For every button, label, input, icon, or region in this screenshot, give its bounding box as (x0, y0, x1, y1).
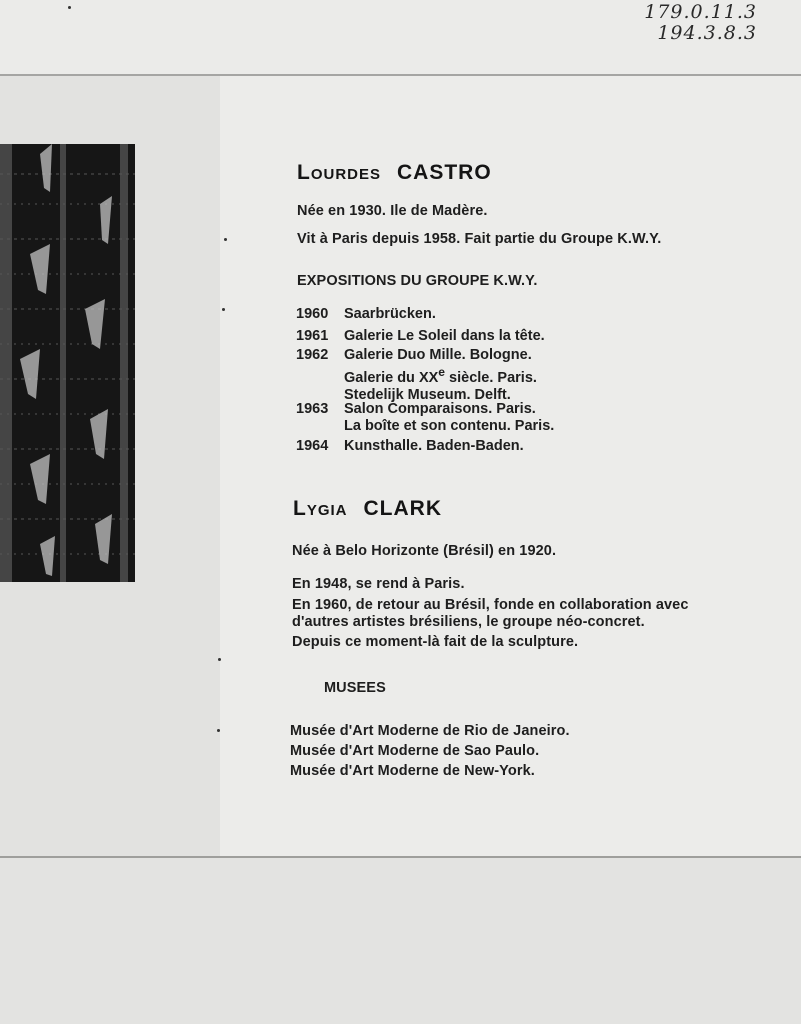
artist-bio-line: En 1960, de retour au Brésil, fonde en collaboration avec (292, 597, 689, 613)
exhibition-year: 1962 (296, 347, 329, 363)
archive-code-line: 179.0.11.3 (644, 1, 757, 23)
artist-bio-line: Vit à Paris depuis 1958. Fait partie du Groupe K.W.Y. (297, 231, 662, 247)
archive-code (644, 2, 757, 44)
museum-item: Musée d'Art Moderne de Rio de Janeiro. (290, 723, 570, 739)
artist-bio-line: d'autres artistes brésiliens, le groupe néo-concret. (292, 614, 645, 630)
exhibition-entry (296, 401, 554, 435)
exhibition-venue: Saarbrücken. (344, 306, 436, 322)
stain-mark (222, 308, 225, 311)
exhibition-year: 1960 (296, 306, 329, 322)
stain-mark (218, 658, 221, 661)
stain-mark (68, 6, 71, 9)
exhibition-year: 1964 (296, 438, 329, 454)
exhibition-venue: Galerie Duo Mille. Bologne. (344, 347, 532, 363)
artist-first-name: Lourdes (297, 161, 382, 184)
artist-bio-line: En 1948, se rend à Paris. (292, 576, 465, 592)
artwork-photo (0, 144, 135, 582)
exhibition-entry (296, 438, 524, 455)
museum-item: Musée d'Art Moderne de Sao Paulo. (290, 743, 540, 759)
bottom-sheet-edge (0, 858, 801, 1024)
artist-bio-line: Née en 1930. Ile de Madère. (297, 203, 488, 219)
artist-name-clark (293, 497, 442, 521)
artist-first-name: Lygia (293, 497, 348, 520)
stain-mark (217, 729, 220, 732)
museums-heading: MUSEES (324, 680, 386, 696)
artist-last-name: CASTRO (397, 161, 492, 184)
exhibition-venue: Stedelijk Museum. Delft. (344, 386, 511, 403)
museum-item: Musée d'Art Moderne de New-York. (290, 763, 535, 779)
exhibitions-heading: EXPOSITIONS DU GROUPE K.W.Y. (297, 273, 538, 289)
artwork-texture (0, 144, 135, 582)
stain-mark (224, 238, 227, 241)
artist-bio-line: Depuis ce moment-là fait de la sculpture. (292, 634, 579, 650)
exhibition-year: 1961 (296, 328, 329, 344)
exhibition-venue: Kunsthalle. Baden-Baden. (344, 438, 524, 454)
artist-name-castro (297, 161, 492, 185)
exhibition-entry (296, 347, 537, 404)
artist-bio-line: Née à Belo Horizonte (Brésil) en 1920. (292, 543, 557, 559)
exhibition-venue: Galerie du XXe siècle. Paris. (344, 365, 537, 386)
archive-code-line: 194.3.8.3 (657, 22, 757, 44)
exhibition-venue: La boîte et son contenu. Paris. (344, 418, 555, 434)
exhibition-venue: Salon Comparaisons. Paris. (344, 401, 536, 417)
exhibition-entry (296, 306, 436, 323)
artist-last-name: CLARK (363, 497, 442, 520)
exhibition-entry (296, 328, 545, 345)
exhibition-year: 1963 (296, 401, 329, 417)
exhibition-venue: Galerie Le Soleil dans la tête. (344, 328, 545, 344)
